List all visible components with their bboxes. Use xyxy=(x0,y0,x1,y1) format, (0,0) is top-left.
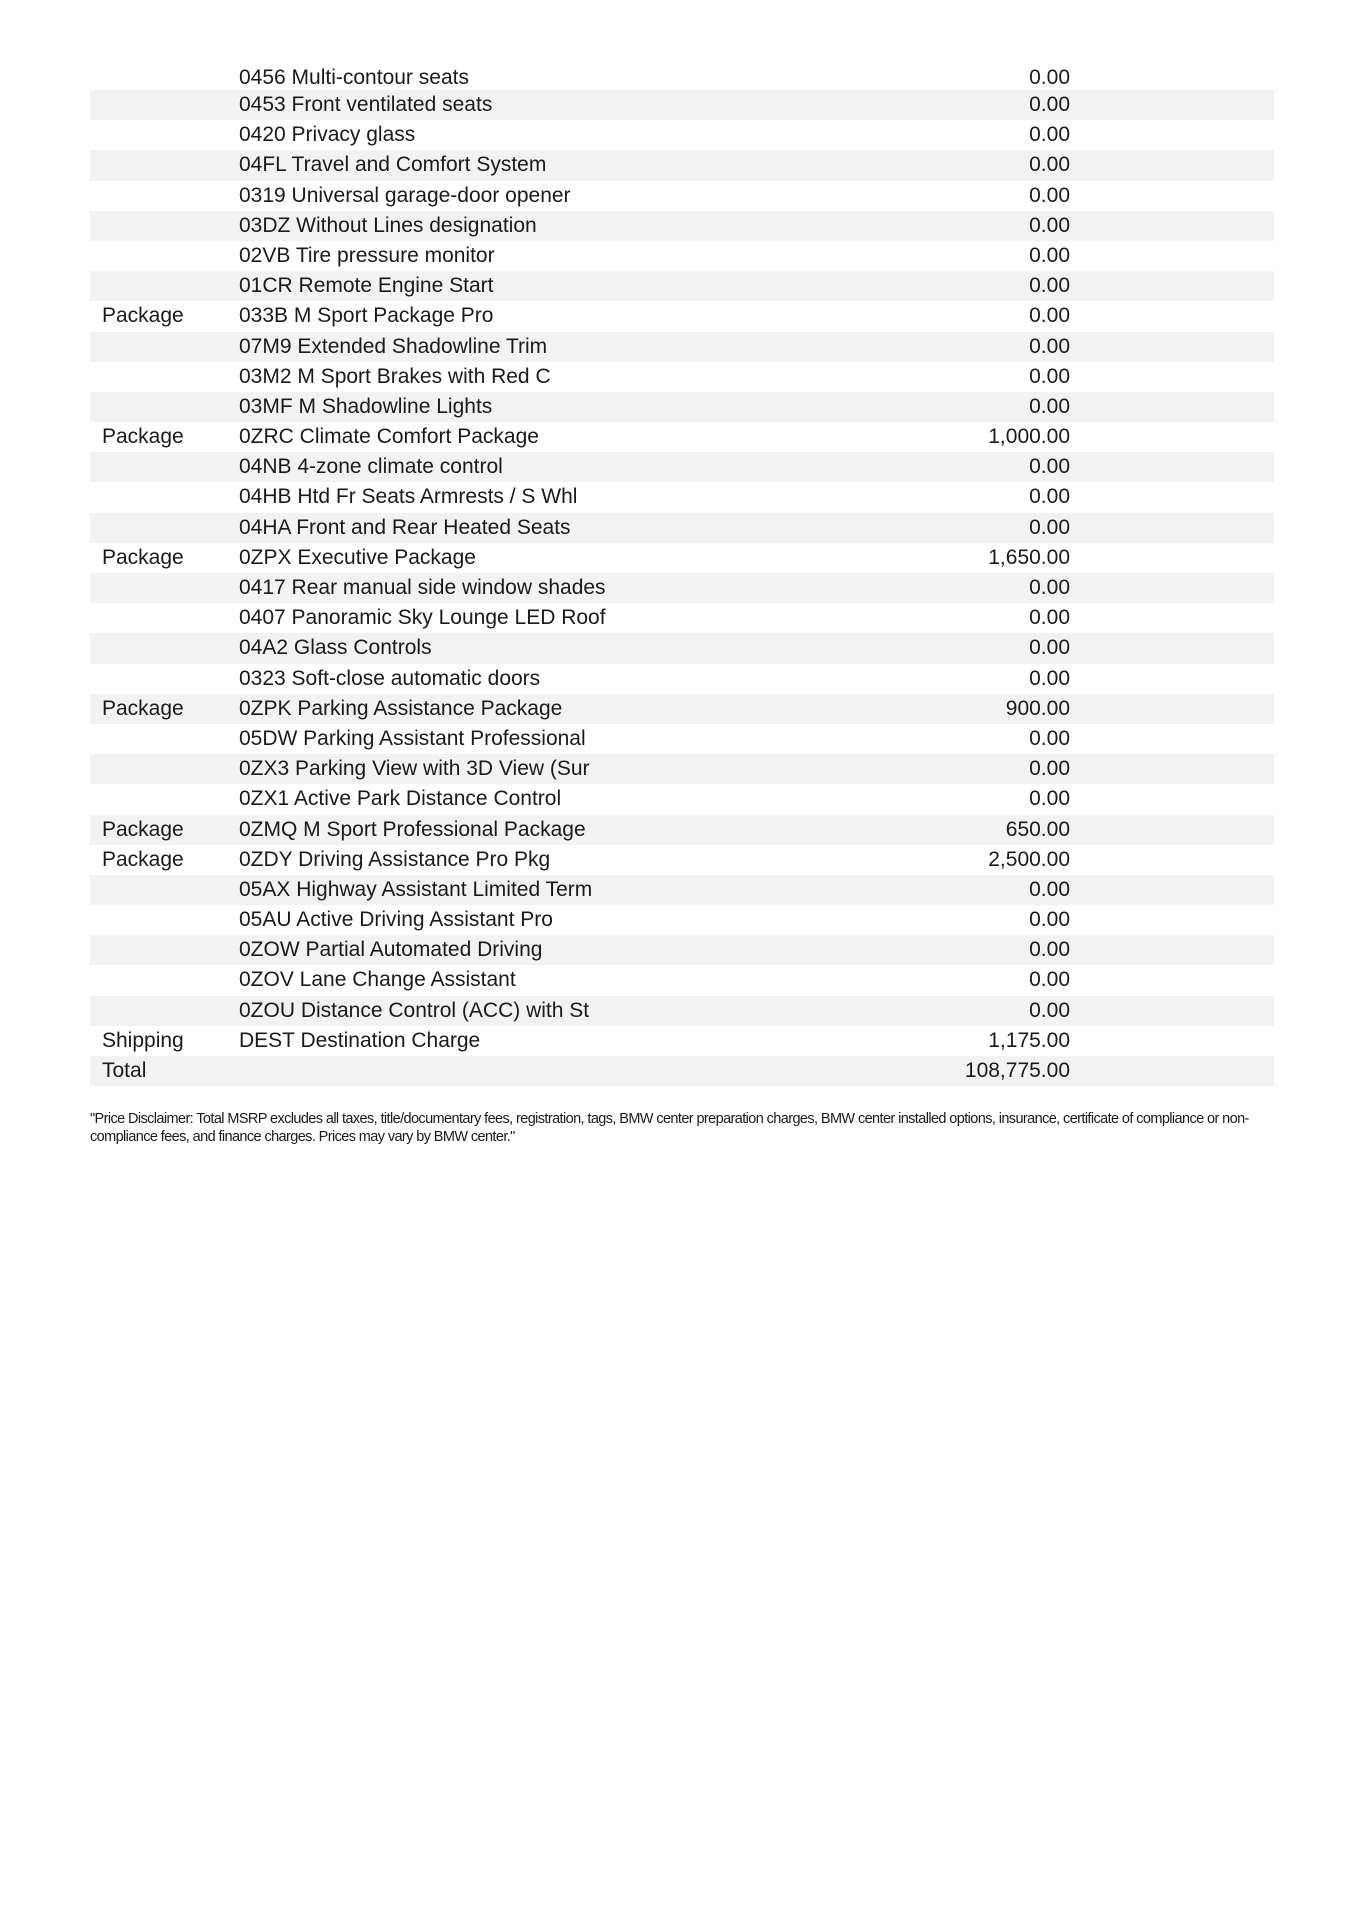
row-description: 0ZOW Partial Automated Driving xyxy=(239,938,543,962)
row-price: 0.00 xyxy=(1029,213,1070,237)
table-row xyxy=(90,452,1274,482)
row-description: 03MF M Shadowline Lights xyxy=(239,394,493,418)
table-row xyxy=(90,1026,1274,1056)
row-price: 0.00 xyxy=(1029,485,1070,509)
row-description: 0417 Rear manual side window shades xyxy=(239,576,606,599)
row-description: 0323 Soft-close automatic doors xyxy=(239,666,541,690)
row-description: 0ZOV Lane Change Assistant xyxy=(239,968,516,992)
row-price: 0.00 xyxy=(1029,153,1070,177)
table-row xyxy=(90,784,1274,814)
total-row xyxy=(90,1056,1274,1086)
table-row xyxy=(90,996,1274,1026)
table-row xyxy=(90,845,1274,875)
row-price: 1,175.00 xyxy=(988,1028,1070,1052)
table-row xyxy=(90,754,1274,784)
row-description: 0ZX1 Active Park Distance Control xyxy=(239,787,562,811)
table-row xyxy=(90,724,1274,754)
row-description: 03M2 M Sport Brakes with Red C xyxy=(239,364,551,388)
table-row xyxy=(90,150,1274,180)
row-price: 0.00 xyxy=(1029,726,1070,750)
row-category: Package xyxy=(102,304,184,328)
row-description: 05AX Highway Assistant Limited Term xyxy=(239,877,593,901)
row-description: 05AU Active Driving Assistant Pro xyxy=(239,908,553,932)
table-row xyxy=(90,875,1274,905)
row-description: 04A2 Glass Controls xyxy=(239,636,432,660)
row-price: 0.00 xyxy=(1029,576,1070,599)
row-description: 01CR Remote Engine Start xyxy=(239,274,494,298)
row-category: Package xyxy=(102,545,184,569)
row-price: 0.00 xyxy=(1029,636,1070,660)
table-row xyxy=(90,211,1274,241)
row-price: 0.00 xyxy=(1029,183,1070,207)
row-category: Package xyxy=(102,847,184,871)
row-description: 0ZPX Executive Package xyxy=(239,545,476,569)
row-category: Total xyxy=(102,1059,147,1082)
row-description: 04HA Front and Rear Heated Seats xyxy=(239,515,571,539)
row-description: 04FL Travel and Comfort System xyxy=(239,153,547,177)
row-price: 0.00 xyxy=(1029,666,1070,690)
row-category: Package xyxy=(102,696,184,720)
table-row xyxy=(90,965,1274,995)
row-description: 0319 Universal garage-door opener xyxy=(239,183,571,207)
price-disclaimer: "Price Disclaimer: Total MSRP excludes all taxes, title/documentary fees, registration, tags, BMW center preparation charges, BMW center installed options, insurance, certificate of compliance or non-compliance fees, and finance charges. Prices may vary by BMW center." xyxy=(90,1111,1249,1145)
row-price: 0.00 xyxy=(1029,938,1070,962)
table-row xyxy=(90,422,1274,452)
table-row xyxy=(90,332,1274,362)
row-price: 0.00 xyxy=(1029,757,1070,781)
row-description: 05DW Parking Assistant Professional xyxy=(239,726,586,750)
total-price: 108,775.00 xyxy=(964,1059,1070,1082)
row-price: 0.00 xyxy=(1029,968,1070,992)
table-row xyxy=(90,694,1274,724)
row-description: 02VB Tire pressure monitor xyxy=(239,243,495,267)
table-row xyxy=(90,241,1274,271)
row-category: Package xyxy=(102,425,184,449)
table-row xyxy=(90,181,1274,211)
row-price: 1,650.00 xyxy=(988,545,1070,569)
row-price: 0.00 xyxy=(1029,93,1070,116)
row-price: 0.00 xyxy=(1029,334,1070,358)
row-description: 04NB 4-zone climate control xyxy=(239,455,503,479)
row-price: 0.00 xyxy=(1029,123,1070,147)
table-row xyxy=(90,120,1274,150)
row-description: 07M9 Extended Shadowline Trim xyxy=(239,334,548,358)
table-row xyxy=(90,935,1274,965)
row-description: 0ZOU Distance Control (ACC) with St xyxy=(239,998,590,1022)
row-price: 0.00 xyxy=(1029,998,1070,1022)
table-row xyxy=(90,543,1274,573)
table-row xyxy=(90,633,1274,663)
table-row xyxy=(90,301,1274,331)
row-description: 0456 Multi-contour seats xyxy=(239,66,469,89)
row-price: 0.00 xyxy=(1029,274,1070,298)
row-price: 0.00 xyxy=(1029,243,1070,267)
table-row xyxy=(90,815,1274,845)
row-category: Shipping xyxy=(102,1028,184,1052)
table-row xyxy=(90,66,1274,90)
row-category: Package xyxy=(102,817,184,841)
row-price: 0.00 xyxy=(1029,304,1070,328)
row-price: 0.00 xyxy=(1029,908,1070,932)
row-description: 0420 Privacy glass xyxy=(239,123,416,147)
row-price: 0.00 xyxy=(1029,877,1070,901)
table-row xyxy=(90,603,1274,633)
table-row xyxy=(90,362,1274,392)
table-row xyxy=(90,664,1274,694)
table-row xyxy=(90,905,1274,935)
row-price: 0.00 xyxy=(1029,394,1070,418)
row-description: 0ZRC Climate Comfort Package xyxy=(239,425,539,449)
row-description: 033B M Sport Package Pro xyxy=(239,304,494,328)
row-price: 0.00 xyxy=(1029,515,1070,539)
row-description: DEST Destination Charge xyxy=(239,1028,481,1052)
table-row xyxy=(90,513,1274,543)
row-price: 900.00 xyxy=(1005,696,1070,720)
row-price: 650.00 xyxy=(1005,817,1070,841)
row-price: 0.00 xyxy=(1029,364,1070,388)
row-description: 0453 Front ventilated seats xyxy=(239,93,493,116)
row-description: 0407 Panoramic Sky Lounge LED Roof xyxy=(239,606,606,630)
table-row xyxy=(90,573,1274,603)
row-price: 2,500.00 xyxy=(988,847,1070,871)
table-row xyxy=(90,271,1274,301)
row-description: 0ZDY Driving Assistance Pro Pkg xyxy=(239,847,551,871)
row-price: 1,000.00 xyxy=(988,425,1070,449)
row-price: 0.00 xyxy=(1029,787,1070,811)
price-table xyxy=(90,66,1274,1086)
row-description: 0ZPK Parking Assistance Package xyxy=(239,696,563,720)
row-description: 04HB Htd Fr Seats Armrests / S Whl xyxy=(239,485,578,509)
table-row xyxy=(90,482,1274,512)
row-price: 0.00 xyxy=(1029,606,1070,630)
row-description: 0ZMQ M Sport Professional Package xyxy=(239,817,586,841)
row-price: 0.00 xyxy=(1029,66,1070,89)
table-row xyxy=(90,392,1274,422)
row-price: 0.00 xyxy=(1029,455,1070,479)
row-description: 0ZX3 Parking View with 3D View (Sur xyxy=(239,757,590,781)
table-row xyxy=(90,90,1274,120)
row-description: 03DZ Without Lines designation xyxy=(239,213,537,237)
